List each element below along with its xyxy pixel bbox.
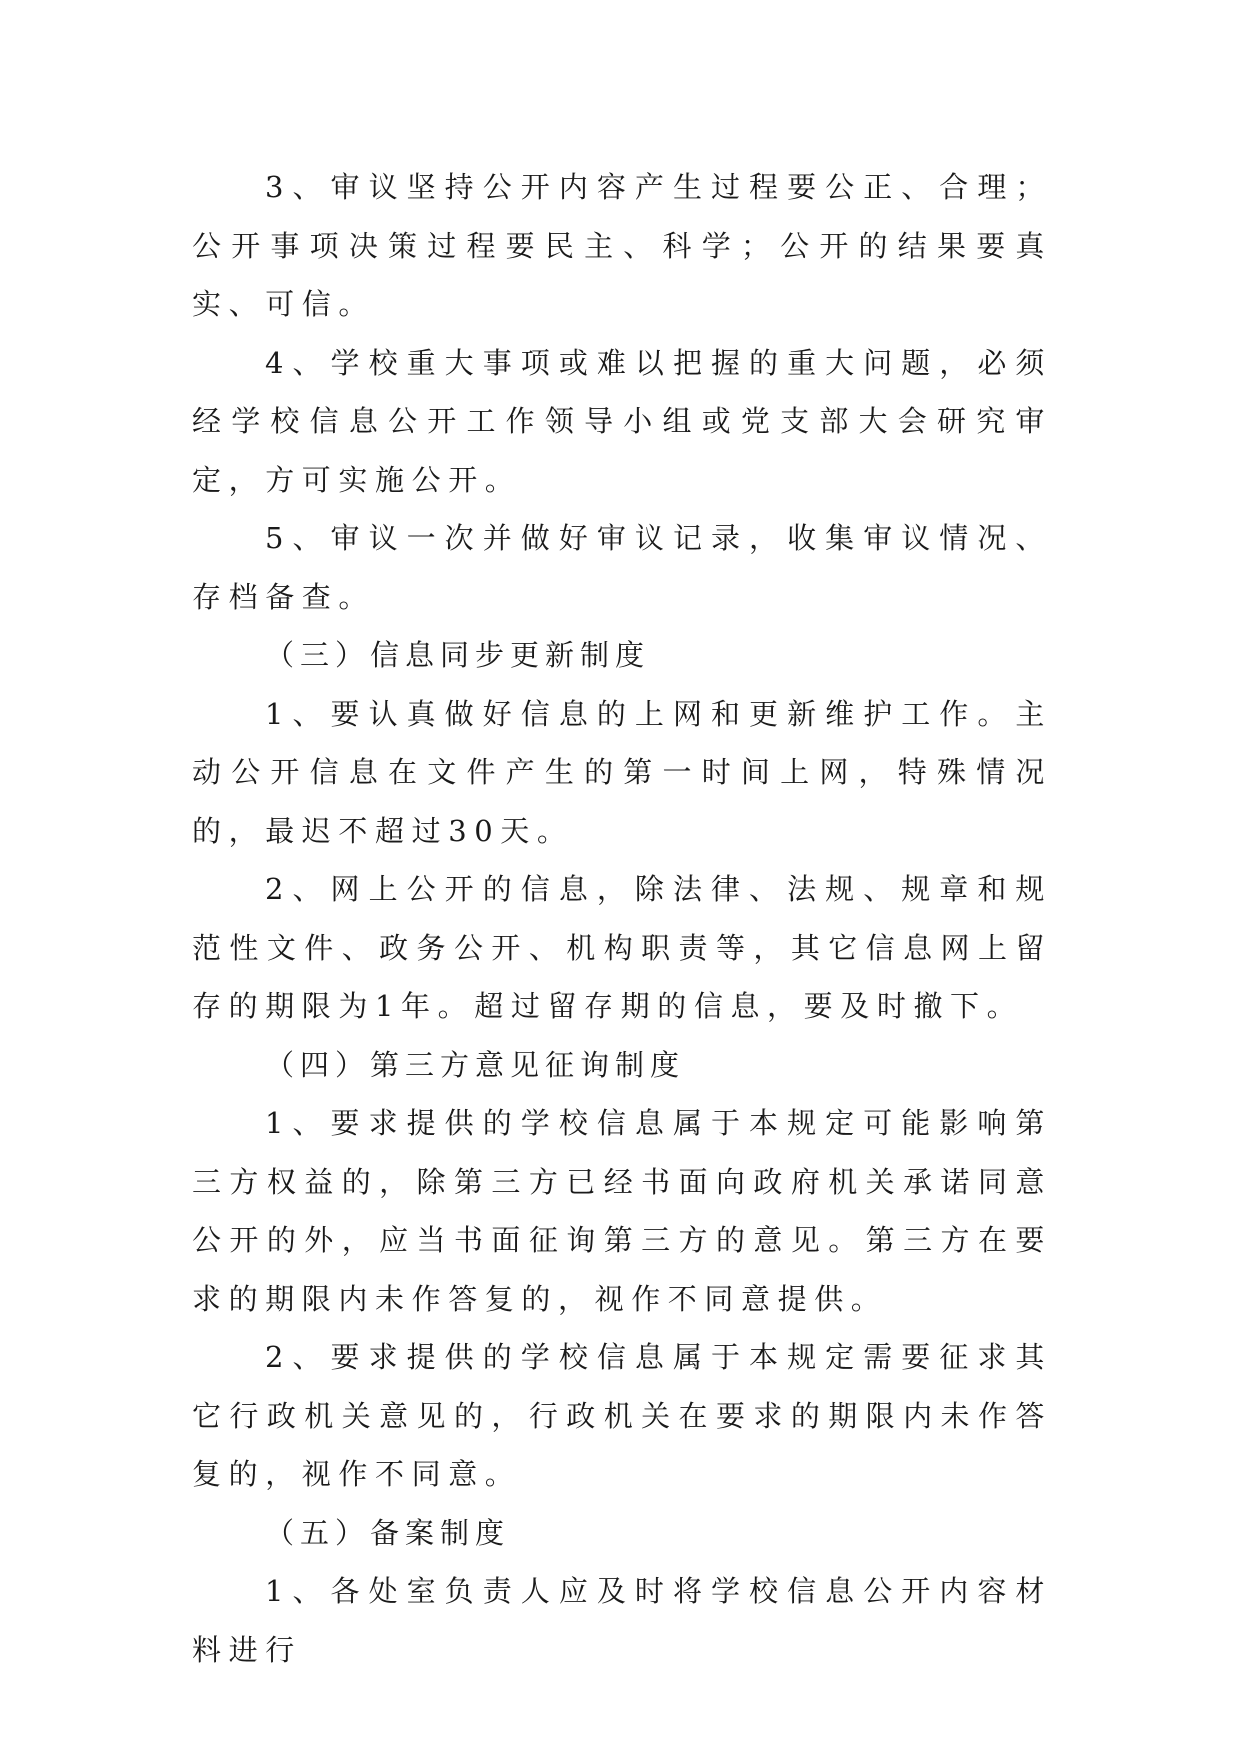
paragraph-agency-consult: 2、要求提供的学校信息属于本规定需要征求其它行政机关意见的，行政机关在要求的期限内未作答复的，视作不同意。 [192, 1340, 1052, 1491]
paragraph-online-update: 1、要认真做好信息的上网和更新维护工作。主动公开信息在文件产生的第一时间上网，特殊情况的，最迟不超过30天。 [192, 696, 1052, 848]
paragraph-third-party-consult: 1、要求提供的学校信息属于本规定可能影响第三方权益的，除第三方已经书面向政府机关承诺同意公开的外，应当书面征询第三方的意见。第三方在要求的期限内未作答复的，视作不同意提供。 [192, 1106, 1052, 1316]
paragraph-review-records: 5、审议一次并做好审议记录，收集审议情况、存档备查。 [192, 521, 1052, 614]
paragraph-filing-materials: 1、各处室负责人应及时将学校信息公开内容材料进行 [192, 1574, 1052, 1667]
paragraph-review-principles: 3、审议坚持公开内容产生过程要公正、合理；公开事项决策过程要民主、科学；公开的结果要真实、可信。 [192, 170, 1052, 321]
section-heading-filing: （五）备案制度 [265, 1515, 511, 1550]
paragraph-major-matters: 4、学校重大事项或难以把握的重大问题，必须经学校信息公开工作领导小组或党支部大会研究审定，方可实施公开。 [192, 345, 1052, 497]
paragraph-retention-period: 2、网上公开的信息，除法律、法规、规章和规范性文件、政务公开、机构职责等，其它信息网上留存的期限为1年。超过留存期的信息，要及时撤下。 [192, 872, 1052, 1023]
section-heading-sync-update: （三）信息同步更新制度 [265, 638, 651, 672]
document-body [192, 158, 1052, 1679]
section-heading-third-party: （四）第三方意见征询制度 [265, 1047, 686, 1082]
